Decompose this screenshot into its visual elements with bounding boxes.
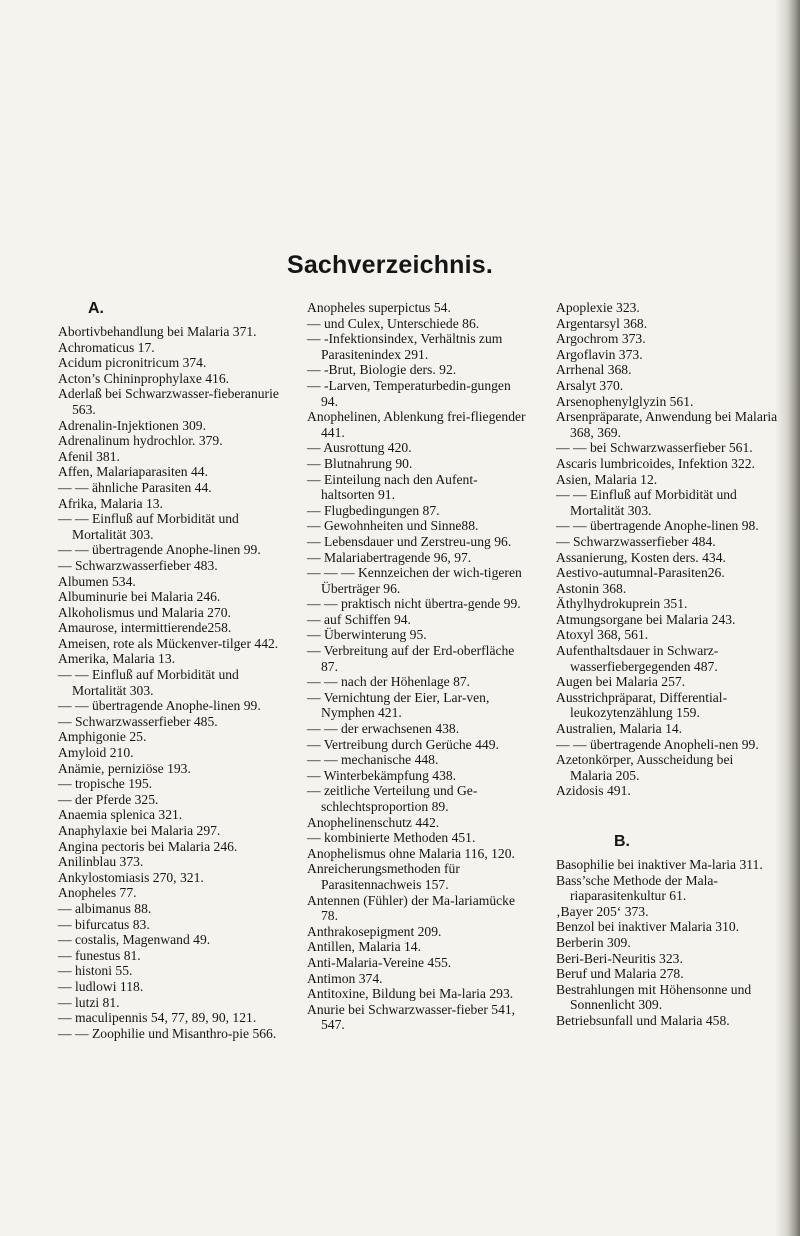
index-entry: — — Einfluß auf Morbidität und Mortalität 303. — [556, 487, 737, 518]
index-column-2 — [307, 300, 529, 1033]
index-entry: Assanierung, Kosten ders. 434. — [556, 549, 726, 565]
index-entry: — tropische 195. — [58, 776, 153, 792]
index-entry: — albimanus 88. — [58, 900, 152, 916]
index-entry: — — ähnliche Parasiten 44. — [58, 479, 212, 495]
index-entry: — und Culex, Unterschiede 86. — [307, 315, 480, 331]
index-entry: Anophelinen, Ablenkung frei-fliegender 441. — [307, 409, 526, 440]
index-column-1 — [58, 300, 280, 1041]
index-entry: — Vernichtung der Eier, Lar-ven, Nymphen 421. — [307, 689, 490, 721]
index-entry: Albumen 534. — [58, 573, 136, 589]
index-entry: Bass’sche Methode der Mala-riaparasitenkultur 61. — [556, 872, 718, 904]
index-entry: — — nach der Höhenlage 87. — [307, 674, 471, 690]
index-entry: Beruf und Malaria 278. — [556, 966, 684, 982]
index-entry: — — Zoophilie und Misanthro-pie 566. — [58, 1025, 277, 1041]
index-entry: Anilinblau 373. — [58, 854, 144, 870]
index-entry: — — — Kennzeichen der wich-tigeren Überträger 96. — [307, 565, 522, 596]
index-entry: Beri-Beri-Neuritis 323. — [556, 950, 683, 966]
index-entry: Augen bei Malaria 257. — [556, 674, 686, 690]
index-entry: Acton’s Chininprophylaxe 416. — [58, 370, 230, 386]
index-entry: — Verbreitung auf der Erd-oberfläche 87. — [307, 643, 515, 674]
index-entry: Anti-Malaria-Vereine 455. — [307, 954, 452, 970]
index-entry: — Ausrottung 420. — [307, 440, 412, 456]
index-entry: Bestrahlungen mit Höhensonne und Sonnenlicht 309. — [556, 981, 752, 1013]
index-entry: Argochrom 373. — [556, 331, 646, 347]
index-entry: Achromaticus 17. — [58, 339, 155, 355]
index-entry: — histoni 55. — [58, 963, 133, 979]
index-entry: — — der erwachsenen 438. — [307, 721, 460, 737]
index-entry: — — übertragende Anophe-linen 98. — [556, 518, 759, 534]
index-entry: — Schwarzwasserfieber 483. — [58, 557, 218, 573]
index-entry: Afrika, Malaria 13. — [58, 495, 163, 511]
index-list-3 — [556, 300, 778, 799]
index-entry: Apoplexie 323. — [556, 300, 640, 315]
index-entry: — — praktisch nicht übertra-gende 99. — [307, 596, 521, 612]
index-entry: Affen, Malariaparasiten 44. — [58, 464, 208, 480]
index-entry: Abortivbehandlung bei Malaria 371. — [58, 324, 257, 339]
index-entry: Argoflavin 373. — [556, 346, 643, 362]
index-entry: Astonin 368. — [556, 580, 627, 596]
index-entry: — maculipennis 54, 77, 89, 90, 121. — [58, 1010, 257, 1026]
index-list-2 — [307, 300, 529, 1033]
index-entry: — costalis, Magenwand 49. — [58, 932, 211, 948]
index-entry: Amaurose, intermittierende258. — [58, 620, 232, 636]
index-entry: Antillen, Malaria 14. — [307, 939, 422, 955]
index-entry: Anophelismus ohne Malaria 116, 120. — [307, 845, 515, 861]
index-entry: — ludlowi 118. — [58, 978, 144, 994]
index-entry: Arsenpräparate, Anwendung bei Malaria 368, 369. — [556, 409, 778, 440]
index-entry: Anreicherungsmethoden für Parasitennachweis 157. — [307, 861, 460, 892]
index-entry: Anämie, perniziöse 193. — [58, 760, 191, 776]
index-entry: Albuminurie bei Malaria 246. — [58, 589, 221, 605]
index-entry: Benzol bei inaktiver Malaria 310. — [556, 919, 740, 935]
index-entry: Amyloid 210. — [58, 745, 134, 761]
index-entry: — Winterbekämpfung 438. — [307, 767, 457, 783]
page-edge-shadow — [776, 0, 800, 1236]
index-entry: — bifurcatus 83. — [58, 916, 150, 932]
index-entry: Adrenalin-Injektionen 309. — [58, 417, 206, 433]
index-entry: — — übertragende Anopheli-nen 99. — [556, 736, 759, 752]
index-list-1 — [58, 324, 280, 1041]
index-entry: — — mechanische 448. — [307, 752, 439, 768]
index-entry: — der Pferde 325. — [58, 791, 159, 807]
index-entry: Azetonkörper, Ausscheidung bei Malaria 205. — [556, 752, 734, 783]
index-entry: Alkoholismus und Malaria 270. — [58, 604, 231, 620]
index-entry: Antennen (Fühler) der Ma-lariamücke 78. — [307, 892, 515, 924]
index-entry: — Schwarzwasserfieber 484. — [556, 533, 716, 549]
index-entry: — Flugbedingungen 87. — [307, 502, 440, 518]
index-entry: Angina pectoris bei Malaria 246. — [58, 838, 238, 854]
index-entry: Ameisen, rote als Mückenver-tilger 442. — [58, 635, 279, 651]
index-entry: — -Larven, Temperaturbedin-gungen 94. — [307, 377, 511, 409]
index-column-3 — [556, 300, 778, 1029]
index-entry: Ascaris lumbricoides, Infektion 322. — [556, 455, 755, 471]
index-entry: Basophilie bei inaktiver Ma-laria 311. — [556, 857, 763, 872]
index-entry: — Blutnahrung 90. — [307, 455, 413, 471]
index-entry: Anopheles 77. — [58, 885, 137, 901]
index-entry: Argentarsyl 368. — [556, 315, 648, 331]
index-entry: Arsalyt 370. — [556, 377, 624, 393]
index-entry: — Gewohnheiten und Sinne88. — [307, 518, 479, 534]
index-entry: Adrenalinum hydrochlor. 379. — [58, 433, 223, 449]
index-entry: Aderlaß bei Schwarzwasser-fieberanurie 563. — [58, 386, 279, 417]
index-entry: Arrhenal 368. — [556, 362, 632, 378]
index-entry: Anophelinenschutz 442. — [307, 814, 440, 830]
index-entry: Antimon 374. — [307, 970, 383, 986]
index-entry: Ankylostomiasis 270, 321. — [58, 869, 204, 885]
section-letter-a: A. — [88, 300, 104, 317]
index-entry: Afenil 381. — [58, 448, 120, 464]
index-entry: Anaphylaxie bei Malaria 297. — [58, 823, 221, 838]
index-entry: Ausstrichpräparat, Differential-leukozytenzählung 159. — [556, 689, 728, 721]
index-entry: — — übertragende Anophe-linen 99. — [58, 698, 261, 714]
index-entry: Anurie bei Schwarzwasser-fieber 541, 547. — [307, 1001, 516, 1033]
page-title: Sachverzeichnis. — [286, 251, 494, 279]
index-entry: Amphigonie 25. — [58, 729, 147, 745]
index-entry: Arsenophenylglyzin 561. — [556, 393, 694, 409]
index-entry: — Überwinterung 95. — [307, 627, 427, 643]
index-entry: Aufenthaltsdauer in Schwarz-wasserfiebergegenden 487. — [556, 643, 719, 674]
index-entry: — kombinierte Methoden 451. — [307, 830, 476, 846]
index-entry: — zeitliche Verteilung und Ge-schlechtsproportion 89. — [307, 783, 478, 814]
index-entry: Betriebsunfall und Malaria 458. — [556, 1012, 730, 1028]
index-entry: Azidosis 491. — [556, 783, 631, 799]
index-entry: Anopheles superpictus 54. — [307, 300, 451, 315]
index-entry: Atmungsorgane bei Malaria 243. — [556, 611, 736, 627]
index-entry: Acidum picronitricum 374. — [58, 355, 207, 371]
index-entry: — auf Schiffen 94. — [307, 611, 411, 627]
index-entry: — — Einfluß auf Morbidität und Mortalität 303. — [58, 511, 239, 542]
index-entry: Anaemia splenica 321. — [58, 807, 183, 823]
index-entry: Atoxyl 368, 561. — [556, 627, 649, 643]
index-entry: Aestivo-autumnal-Parasiten26. — [556, 565, 725, 581]
section-letter-b: B. — [614, 833, 630, 850]
index-entry: Anthrakosepigment 209. — [307, 923, 442, 939]
index-entry: ‚Bayer 205‘ 373. — [556, 903, 649, 919]
index-entry: — Schwarzwasserfieber 485. — [58, 713, 218, 729]
index-entry: — funestus 81. — [58, 947, 141, 963]
index-entry: — -Brut, Biologie ders. 92. — [307, 362, 457, 378]
index-entry: Berberin 309. — [556, 934, 631, 950]
index-entry: — — übertragende Anophe-linen 99. — [58, 542, 261, 558]
index-entry: Äthylhydrokuprein 351. — [556, 596, 688, 612]
index-entry: Asien, Malaria 12. — [556, 471, 658, 487]
index-entry: — lutzi 81. — [58, 994, 120, 1010]
index-entry: — Einteilung nach den Aufent-haltsorten 91. — [307, 471, 478, 503]
index-entry: Australien, Malaria 14. — [556, 721, 683, 737]
index-entry: Amerika, Malaria 13. — [58, 651, 176, 667]
index-entry: — Vertreibung durch Gerüche 449. — [307, 736, 499, 752]
index-entry: Antitoxine, Bildung bei Ma-laria 293. — [307, 986, 514, 1002]
index-entry: — -Infektionsindex, Verhältnis zum Parasitenindex 291. — [307, 331, 503, 362]
index-entry: — — bei Schwarzwasserfieber 561. — [556, 440, 753, 456]
index-entry: — — Einfluß auf Morbidität und Mortalität 303. — [58, 667, 239, 698]
index-list-4 — [556, 857, 778, 1029]
index-entry: — Lebensdauer und Zerstreu-ung 96. — [307, 533, 512, 549]
index-entry: — Malariabertragende 96, 97. — [307, 549, 472, 565]
